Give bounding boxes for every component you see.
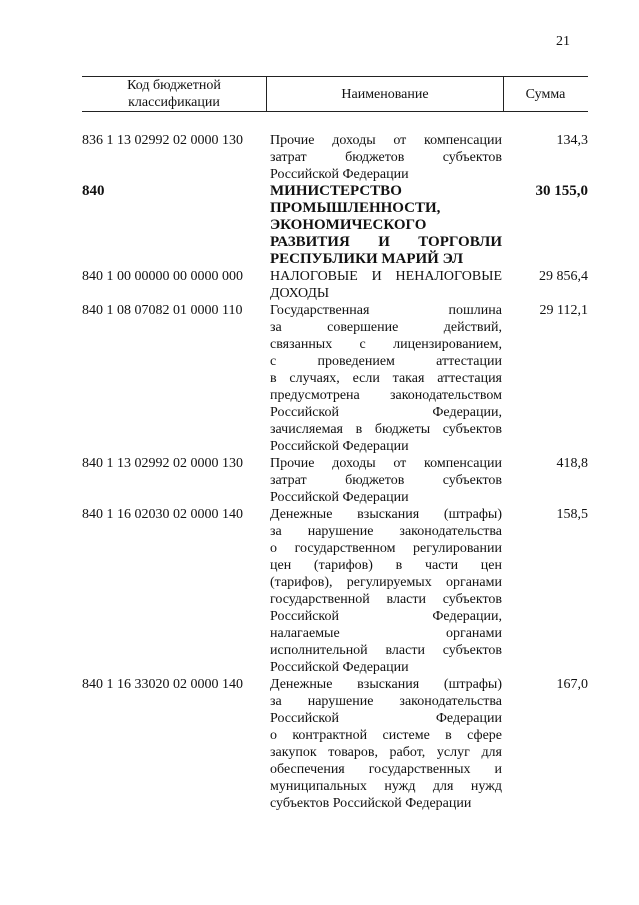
row-name-line: Российской Федерации [270,167,409,182]
row-name [270,183,502,268]
row-name-line: предусмотрена законодательством [270,388,502,403]
row-code: 840 1 00 00000 00 0000 000 [82,269,243,284]
row-name-line: Российской Федерации [270,439,409,454]
row-name-line: Прочие доходы от компенсации [270,456,502,471]
row-name-line: цен (тарифов) в части цен [270,558,502,573]
row-name-line: МИНИСТЕРСТВО [270,183,402,199]
row-name-line: затрат бюджетов субъектов [270,150,502,165]
row-sum: 29 856,4 [539,269,588,284]
table-row [82,183,588,268]
row-name-line: затрат бюджетов субъектов [270,473,502,488]
table-row [82,506,588,676]
table-header [82,76,588,112]
row-sum: 134,3 [556,133,588,148]
row-name-line: Денежные взыскания (штрафы) [270,677,502,692]
row-name [270,132,502,183]
row-name-line: РЕСПУБЛИКИ МАРИЙ ЭЛ [270,251,464,267]
row-name-line: ПРОМЫШЛЕННОСТИ, [270,200,441,216]
row-name-line: ЭКОНОМИЧЕСКОГО [270,217,427,233]
row-name-line: связанных с лицензированием, [270,337,502,352]
row-name-line: Государственная пошлина [270,303,502,318]
header-sum: Сумма [525,86,566,102]
row-name-line: обеспечения государственных и [270,762,502,777]
row-name-line: зачисляемая в бюджеты субъектов [270,422,502,437]
row-name-line: субъектов Российской Федерации [270,796,472,811]
table-row [82,132,588,183]
row-code: 836 1 13 02992 02 0000 130 [82,133,243,148]
row-name-line: за нарушение законодательства [270,694,502,709]
table-body [82,132,588,812]
table-row [82,302,588,455]
row-code: 840 1 13 02992 02 0000 130 [82,456,243,471]
row-sum: 30 155,0 [535,183,588,199]
row-name-line: с проведением аттестации [270,354,502,369]
row-name-line: Российской Федерации [270,490,409,505]
row-name [270,455,502,506]
row-sum: 158,5 [556,507,588,522]
row-name [270,302,502,455]
table-row [82,676,588,812]
row-name-line: Российской Федерации, [270,609,502,624]
row-name-line: Прочие доходы от компенсации [270,133,502,148]
row-name [270,268,502,302]
header-name: Наименование [266,77,504,111]
row-code: 840 1 08 07082 01 0000 110 [82,303,243,318]
row-name-line: РАЗВИТИЯ И ТОРГОВЛИ [270,234,502,250]
row-name-line: о государственном регулировании [270,541,502,556]
row-name-line: налагаемые органами [270,626,502,641]
row-name-line: (тарифов), регулируемых органами [270,575,502,590]
row-name [270,506,502,676]
row-code: 840 1 16 02030 02 0000 140 [82,507,243,522]
row-name-line: закупок товаров, работ, услуг для [270,745,502,760]
row-code: 840 [82,183,105,199]
row-name-line: исполнительной власти субъектов [270,643,502,658]
row-name-line: НАЛОГОВЫЕ И НЕНАЛОГОВЫЕ [270,269,502,284]
row-name-line: за совершение действий, [270,320,502,335]
row-name-line: ДОХОДЫ [270,286,330,301]
row-name-line: государственной власти субъектов [270,592,502,607]
row-name-line: за нарушение законодательства [270,524,502,539]
row-name-line: в случаях, если такая аттестация [270,371,502,386]
row-name-line: Российской Федерации [270,660,409,675]
page-number: 21 [556,34,570,49]
row-name-line: Денежные взыскания (штрафы) [270,507,502,522]
row-code: 840 1 16 33020 02 0000 140 [82,677,243,692]
row-sum: 167,0 [556,677,588,692]
row-name-line: муниципальных нужд для нужд [270,779,502,794]
row-name-line: Российской Федерации, [270,405,502,420]
row-name-line: Российской Федерации [270,711,502,726]
header-code: Код бюджетной классификации [127,78,221,110]
row-sum: 418,8 [556,456,588,471]
row-name [270,676,502,812]
row-name-line: о контрактной системе в сфере [270,728,502,743]
table-row [82,455,588,506]
table-row [82,268,588,302]
row-sum: 29 112,1 [539,303,588,318]
